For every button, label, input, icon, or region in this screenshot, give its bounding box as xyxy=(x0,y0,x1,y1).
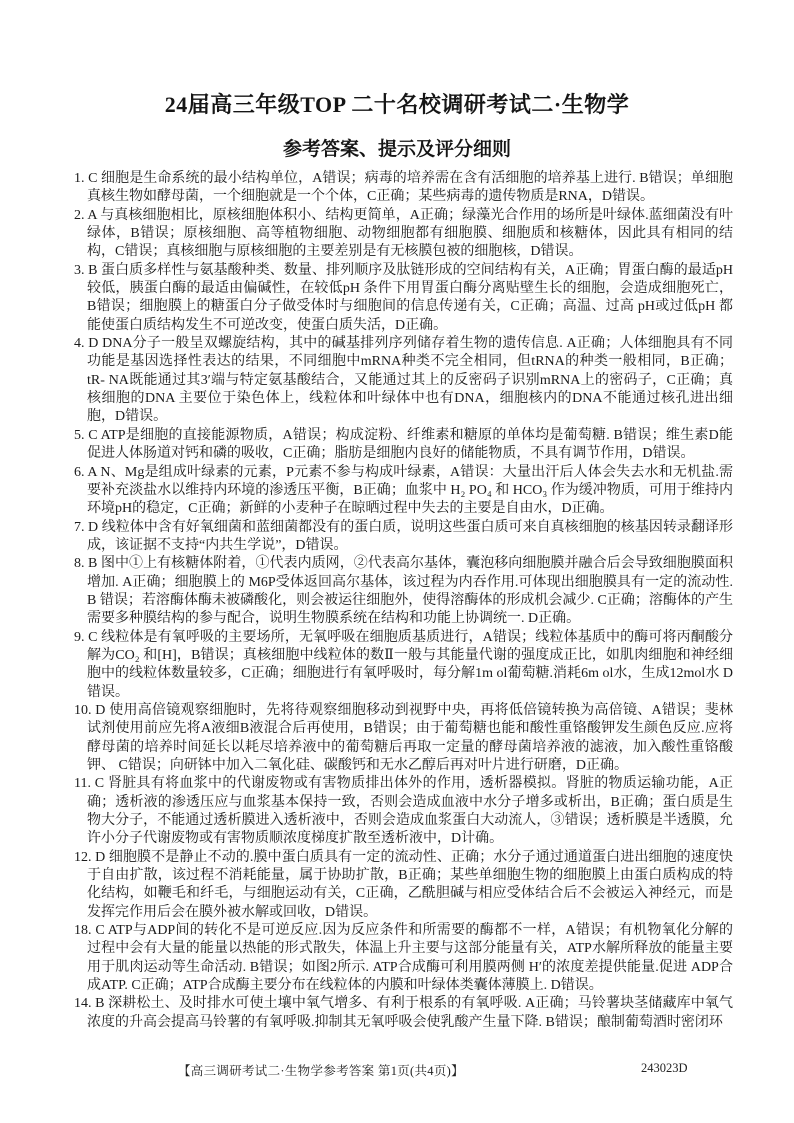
answer-explanation: DNA分子一般呈双螺旋结构，其中的碱基排列序列储存着生物的遗传信息. A正确；人体细胞具有不同功能是基因选择性表达的结果，不同细胞中mRNA种类不完全相同，但tRNA的种类一般相同，B正确；tR- NA既能通过其3′端与特定氨基酸结合，又能通过其上的反密码子识别mRNA上的密码子，C正确；真核细胞的DNA 主要位于染色体上，线粒体和叶绿体中也有DNA，细胞核内的DNA不能通过核孔进出细胞，D错误。 xyxy=(87,336,734,425)
answer-item xyxy=(74,922,733,995)
answer-item xyxy=(74,555,733,628)
answer-letter: D xyxy=(95,702,106,718)
exam-title: 24届高三年级TOP 二十名校调研考试二·生物学 xyxy=(164,92,630,117)
answer-letter: C xyxy=(94,776,105,792)
answer-letter: A xyxy=(87,464,97,480)
answer-number: 14. xyxy=(74,996,92,1012)
answer-letter: D xyxy=(88,519,99,535)
answer-number: 1. xyxy=(74,171,85,186)
answer-explanation: 线粒体中含有好氧细菌和蓝细菌都没有的蛋白质，说明这些蛋白质可来自真核细胞的核基因转录翻译形成，该证据不支持“内共生学说”，D错误。 xyxy=(87,519,733,553)
answer-number: 5. xyxy=(74,427,85,443)
answer-list xyxy=(74,170,733,1032)
answer-explanation: 线粒体是有氧呼吸的主要场所，无氧呼吸在细胞质基质进行，A错误；线粒体基质中的酶可将丙酮酸分解为CO₂ 和[H]，B错误；真核细胞中线粒体的数Ⅱ一般与其能量代谢的强度成正比，如肌肉细胞和神经细胞中的线粒体数量较多，C正确；细胞进行有氧呼吸时，每分解1m ol葡萄糖.消耗6m ol水，生成12mol水 D错误。 xyxy=(87,629,734,700)
answer-explanation: 蛋白质多样性与氨基酸种类、数量、排列顺序及肽链形成的空间结构有关，A正确；胃蛋白酶的最适pH较低，胰蛋白酶的最适由偏碱性，在较低pH 条件下用胃蛋白酶分离贴壁生长的细胞，会造成细胞死亡， B错误；细胞膜上的糖蛋白分子做受体时与细胞间的信息传递有关，C正确；高温、过高 pH或过低pH 都能使蛋白质结构发生不可逆改变，使蛋白质失活，D正确。 xyxy=(87,262,734,333)
answer-letter: C xyxy=(88,171,98,186)
answer-explanation: 与真核细胞相比，原核细胞体积小、结构更简单，A正确；绿藻光合作用的场所是叶绿体.蓝细菌没有叶绿体，B错误；原核细胞、高等植物细胞、动物细胞都有细胞膜、细胞质和核糖体，因此具有相同的结构，C错误；真核细胞与原核细胞的主要差别是有无核膜包被的细胞核，D错误。 xyxy=(87,207,734,260)
answer-item xyxy=(74,427,733,464)
answer-item xyxy=(74,629,733,702)
answer-item xyxy=(74,849,733,922)
answer-number: 7. xyxy=(74,519,85,535)
answer-item xyxy=(74,464,733,519)
answer-item xyxy=(74,995,733,1032)
answer-letter: D xyxy=(95,849,106,865)
answer-letter: A xyxy=(87,207,97,223)
answer-item xyxy=(74,170,733,207)
footer-page-label: 【高三调研考试二·生物学参考答案 第1页(共4页)】 xyxy=(178,1064,464,1078)
answer-explanation: N、Mg是组成叶绿素的元素，P元素不参与构成叶绿素，A错误：大量出汗后人体会失去水和无机盐.需要补充淡盐水以维持内环境的渗透压平衡，B正确；血浆中 H₂ PO₄ 和 HCO₃ 作为缓冲物质，可用于维持内环境pH的稳定，C正确；新鲜的小麦种子在晾晒过程中失去的主要是自由水，D正确。 xyxy=(87,464,734,517)
answer-item xyxy=(74,519,733,556)
answer-number: 8. xyxy=(74,556,85,572)
answer-number: 10. xyxy=(74,702,92,718)
answer-explanation: 深耕松土、及时排水可使土壤中氧气增多、有利于根系的有氧呼吸. A正确；马铃薯块茎储藏库中氧气浓度的升高会提高马铃薯的有氧呼吸.抑制其无氧呼吸会使乳酸产生量下降. B错误；酿制葡萄酒时密闭环 xyxy=(87,996,734,1030)
answer-item xyxy=(74,262,733,335)
answer-explanation: ATP是细胞的直接能源物质，A错误；构成淀粉、纤维素和糖原的单体均是葡萄糖. B错误；维生素D能促进人体肠道对钙和磷的吸收，C正确；脂肪是细胞内良好的储能物质，不具有调节作用，D错误。 xyxy=(87,427,734,462)
answers-subtitle: 参考答案、提示及评分细则 xyxy=(282,139,511,160)
page-header xyxy=(0,88,794,161)
answer-explanation: 细胞是生命系统的最小结构单位，A错误；病毒的培养需在含有活细胞的培养基上进行. B错误；单细胞真核生物如酵母菌，一个细胞就是一个个体，C正确；某些病毒的遗传物质是RNA，D错误。 xyxy=(87,171,734,205)
answer-item xyxy=(74,702,733,775)
answer-number: 18. xyxy=(74,923,92,939)
answer-explanation: 肾脏具有将血浆中的代谢废物或有害物质排出体外的作用，透析器模拟。肾脏的物质运输功能，A正确；透析液的渗透压应与血浆基本保持一致，否则会造成血液中水分子增多或析出，B正确；蛋白质是生物大分子，不能通过透析膜进入透析液中，否则会造成血浆蛋白大动流人，③错误；透析膜是半透膜，允许小分子代谢废物或有害物质顺浓度梯度扩散至透析液中，D计确。 xyxy=(87,776,734,847)
answer-item xyxy=(74,335,733,427)
answer-number: 12. xyxy=(74,849,92,865)
answer-letter: C xyxy=(88,427,98,443)
answer-letter: B xyxy=(95,996,105,1012)
answer-letter: B xyxy=(88,262,98,278)
answer-explanation: 使用高倍镜观察细胞时，先将待观察细胞移动到视野中央，再将低倍镜转换为高倍镜、A错误；斐林试剂使用前应先将A液细B液混合后再使用，B错误；由于葡萄糖也能和酸性重铬酸钾发生颜色反应.应将酵母菌的培养时间延长以耗尽培养液中的葡萄糖后再取一定量的酵母菌培养液的滤液，加入酸性重铬酸钾、 C错误；向研钵中加入二氧化硅、碳酸钙和无水乙醇后再对叶片进行研磨，D正确。 xyxy=(87,702,734,773)
answer-number: 6. xyxy=(74,464,85,480)
answer-letter: C xyxy=(88,629,98,645)
answer-number: 2. xyxy=(74,207,85,223)
answer-item xyxy=(74,775,733,848)
answer-item xyxy=(74,207,733,262)
answer-letter: D xyxy=(88,336,99,352)
answer-explanation: 细胞膜不是静止不动的.膜中蛋白质具有一定的流动性、正确；水分子通过通道蛋白进出细胞的速度快于自由扩散，该过程不消耗能量，属于协助扩散，B正确；某些单细胞生物的细胞膜上由蛋白质构成的特化结构，如鞭毛和纤毛，与细胞运动有关，C正确，乙酰胆碱与相应受体结合后不会被运入神经元，而是发挥完作用后会在膜外被水解或回收，D错误。 xyxy=(87,849,734,920)
answer-explanation: ATP与ADP间的转化不是可逆反应.因为反应条件和所需要的酶都不一样，A错误；有机物氧化分解的过程中会有大量的能量以热能的形式散失，体温上升主要与这部分能量有关，ATP水解所释放的能量主要用于肌肉运动等生命活动. B错误；如图2所示. ATP合成酶可利用膜两侧 H′的浓度差提供能量.促进 ADP合成ATP. C正确；ATP合成酶主要分布在线粒体的内膜和叶绿体类囊体薄膜上. D错误。 xyxy=(87,923,734,994)
answer-letter: B xyxy=(88,556,98,572)
answer-letter: C xyxy=(95,923,105,939)
answer-number: 3. xyxy=(74,262,85,278)
page-footer xyxy=(0,1061,794,1081)
answer-number: 9. xyxy=(74,629,85,645)
answer-number: 11. xyxy=(74,776,91,792)
answer-explanation: 图中①上有核糖体附着，①代表内质网，②代表高尔基体，囊泡移向细胞膜并融合后会导致细胞膜面积增加. A正确；细胞膜上的 M6P受体返回高尔基体，该过程为内吞作用.可体现出细胞膜具有一定的流动性. B 错误；若溶酶体酶未被磷酸化，则会被运往细胞外，使得溶酶体的形成机会减少. C正确；溶酶体的产生需要多种膜结构的参与配合，说明生物膜系统在结构和功能上协调统一. D正确。 xyxy=(87,556,733,627)
answer-number: 4. xyxy=(74,336,85,352)
footer-paper-code: 243023D xyxy=(641,1061,688,1075)
